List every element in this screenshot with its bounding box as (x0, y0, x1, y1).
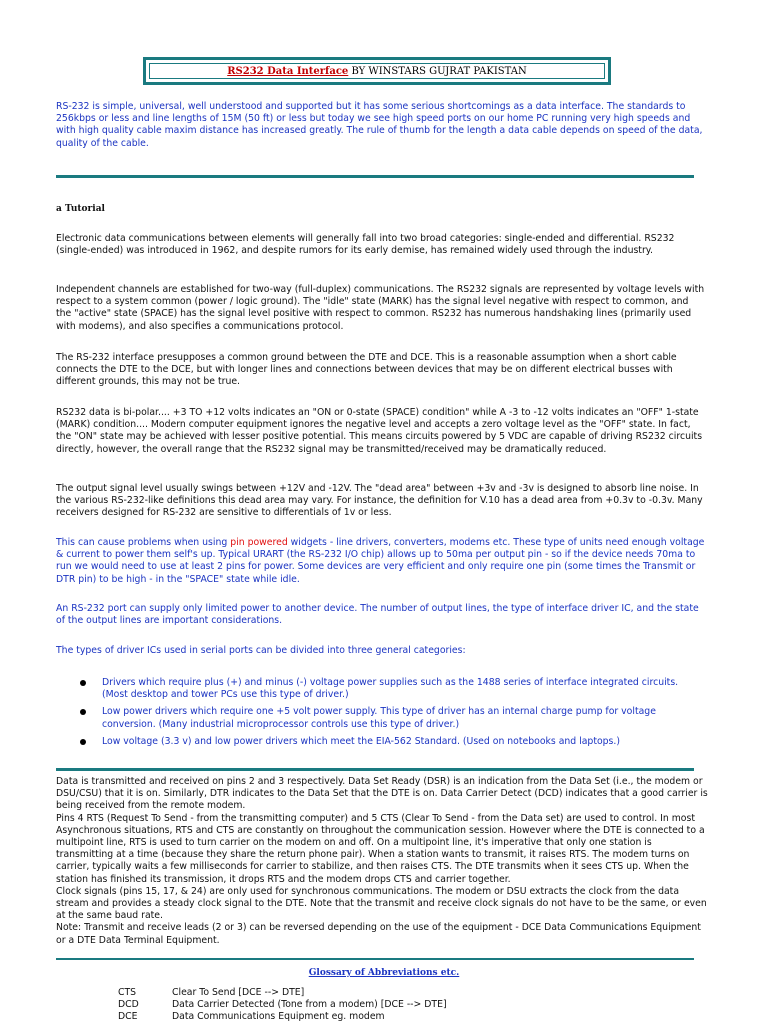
glossary-desc: Data Carrier Detected (Tone from a modem) [DCE --> DTE] (172, 999, 447, 1010)
pin-powered-highlight: pin powered (230, 537, 288, 548)
paragraph-single-ended: Electronic data communications between elements will generally fall into two broad categories: single-ended and differential. RS232 (single-ended) was introduced in 1962, and despite rumors for its early demise, has remained widely used through the industry. (56, 233, 675, 257)
paragraph-pin-powered (56, 537, 706, 586)
bullet-icon (80, 680, 86, 686)
list-item-text: Drivers which require plus (+) and minus (-) voltage power supplies such as the 1488 series of interface integrated circuits. (Most desktop and tower PCs use this type of driver.) (102, 677, 679, 701)
bullet-icon (80, 739, 86, 745)
list-item (56, 677, 706, 701)
list-item (56, 736, 706, 748)
paragraph-driver-categories: The types of driver ICs used in serial ports can be divided into three general categories: (56, 645, 466, 656)
list-item (56, 706, 706, 730)
paragraph-bipolar: RS232 data is bi-polar.... +3 TO +12 volts indicates an "ON or 0-state (SPACE) condition" while A -3 to -12 volts indicates an "OFF" 1-state (MARK) condition.... Modern computer equipment ignores the negative level and accepts a zero voltage level as the "OFF" state. In fact, the "ON" state may be achieved with lesser positive potential. This means circuits powered by 5 VDC are capable of driving RS232 circuits directly, however, the overall range that the RS232 signal may be transmitted/received may be dramatically reduced. (56, 407, 703, 455)
list-item-text: Low voltage (3.3 v) and low power drivers which meet the EIA-562 Standard. (Used on notebooks and laptops.) (102, 735, 620, 747)
glossary-desc: Data Communications Equipment eg. modem (172, 1011, 385, 1022)
tutorial-heading: a Tutorial (56, 204, 105, 214)
section-divider (56, 958, 694, 960)
driver-types-list (56, 677, 706, 753)
pins-paragraph: Clock signals (pins 15, 17, & 24) are only used for synchronous communications. The modem or DSU extracts the clock from the data stream and provides a steady clock signal to the DTE. Note that the transmit and receive clock signals do not have to be the same, or even at the same baud rate. (56, 885, 707, 922)
title-link[interactable]: RS232 Data Interface (227, 66, 349, 77)
glossary-row (118, 999, 447, 1011)
glossary-abbr: DCD (118, 999, 139, 1010)
glossary-abbr: DCE (118, 1011, 138, 1022)
paragraph-signal-level: The output signal level usually swings between +12V and -12V. The "dead area" between +3v and -3v is designed to absorb line noise. In the various RS-232-like definitions this dead area may vary. For instance, the definition for V.10 has a dead area from +0.3v to -0.3v. Many receivers designed for RS-232 are sensitive to differentials of 1v or less. (56, 483, 703, 519)
paragraph-channels: Independent channels are established for two-way (full-duplex) communications. The RS232 signals are represented by voltage levels with respect to a system common (power / logic ground). The "idle" state (MARK) has the signal level negative with respect to common, and the "active" state (SPACE) has the signal level positive with respect to common. RS232 has numerous handshaking lines (primarily used with modems), and also specifies a communications protocol. (56, 284, 705, 332)
title-box (143, 57, 611, 85)
paragraph-common-ground: The RS-232 interface presupposes a common ground between the DTE and DCE. This is a reasonable assumption when a short cable connects the DTE to the DCE, but with longer lines and connections between devices that may be on different electrical busses with different grounds, this may not be true. (56, 352, 677, 388)
title-author: BY WINSTARS GUJRAT PAKISTAN (348, 66, 527, 77)
document-title (149, 63, 605, 79)
pins-paragraph: Data is transmitted and received on pins 2 and 3 respectively. Data Set Ready (DSR) is an indication from the Data Set (i.e., the modem or DSU/CSU) that it is on. Similarly, DTR indicates to the Data Set that the DTE is on. Data Carrier Detect (DCD) indicates that a good carrier is being received from the remote modem. (56, 776, 708, 812)
glossary-row (118, 1011, 385, 1023)
pin-powered-text-b: widgets - line drivers, converters, modems etc. These type of units need enough voltage & current to power them self's up. Typical URART (the RS-232 I/O chip) allows up to 50ma per output pin - so if the device needs 70ma to run we would need to use at least 2 pins for power. Some devices are very efficient and only require one pin (some times the Transmit or DTR pin) to be high - in the "SPACE" state while idle. (56, 537, 705, 585)
pins-paragraph: Pins 4 RTS (Request To Send - from the transmitting computer) and 5 CTS (Clear To Send - from the Data set) are used to control. In most Asynchronous situations, RTS and CTS are constantly on throughout the communication session. However where the DTE is connected to a multipoint line, RTS is used to turn carrier on the modem on and off. On a multipoint line, it's imperative that only one station is transmitting at a time (because they share the return phone pair). When a station wants to transmit, it raises RTS. The modem turns on carrier, typically waits a few milliseconds for carrier to stabilize, and then raises CTS. The DTE transmits when it sees CTS up. When the station has finished its transmission, it drops RTS and the modem drops CTS and carrier together. (56, 812, 705, 885)
section-divider (56, 175, 694, 178)
pin-powered-text-a: This can cause problems when using (56, 537, 231, 548)
section-divider (56, 768, 694, 771)
bullet-icon (80, 709, 86, 715)
list-item-text: Low power drivers which require one +5 volt power supply. This type of driver has an internal charge pump for voltage conversion. (Many industrial microprocessor controls use this type of driver.) (102, 706, 656, 730)
intro-paragraph: RS-232 is simple, universal, well understood and supported but it has some serious shortcomings as a data interface. The standards to 256kbps or less and line lengths of 15M (50 ft) or less but today we see high speed ports on our home PC running very high speeds and with high quality cable maxim distance has increased greatly. The rule of thumb for the length a data cable depends on speed of the data, quality of the cable. (56, 101, 703, 149)
pins-description (56, 776, 708, 947)
pins-paragraph: Note: Transmit and receive leads (2 or 3) can be reversed depending on the use of the equipment - DCE Data Communications Equipment or a DTE Data Terminal Equipment. (56, 922, 701, 946)
glossary-title: Glossary of Abbreviations etc. (308, 968, 460, 978)
glossary-abbr: CTS (118, 987, 137, 998)
glossary-row (118, 987, 304, 999)
glossary-desc: Clear To Send [DCE --> DTE] (172, 987, 305, 998)
paragraph-limited-power: An RS-232 port can supply only limited power to another device. The number of output lines, the type of interface driver IC, and the state of the output lines are important considerations. (56, 603, 699, 627)
